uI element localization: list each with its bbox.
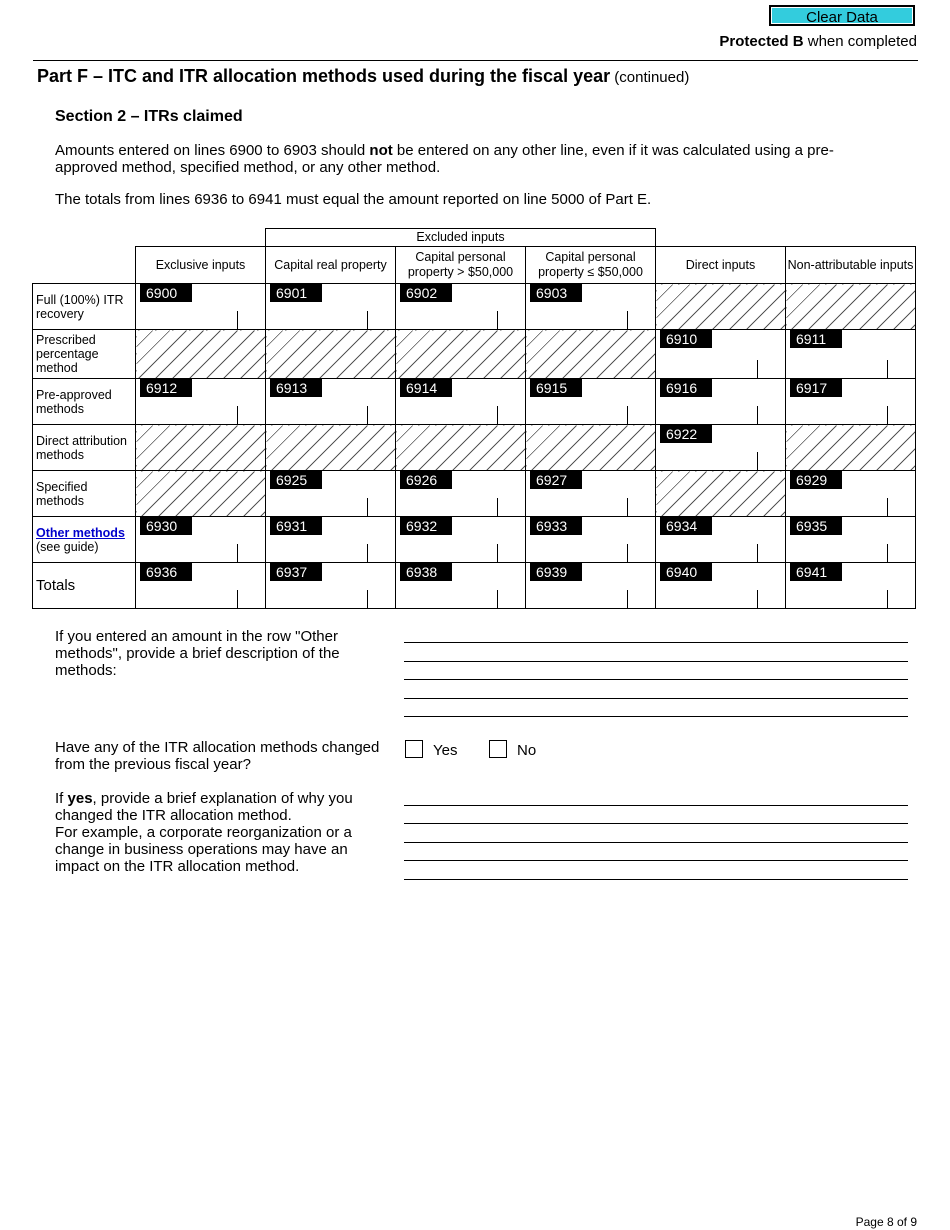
- amount-field-6933[interactable]: [526, 517, 656, 563]
- line-number-badge: 6922: [660, 425, 712, 443]
- amount-field-6914[interactable]: [396, 379, 526, 425]
- column-header: Capital personal property > $50,000: [396, 247, 526, 284]
- hatched-cell: [526, 425, 656, 471]
- cents-divider: [367, 590, 368, 608]
- other-methods-link[interactable]: Other methods: [36, 525, 125, 540]
- hatched-cell: [786, 284, 916, 330]
- hatched-cell: [396, 425, 526, 471]
- cents-divider: [367, 406, 368, 424]
- top-rule: [33, 60, 918, 61]
- amount-field-6929[interactable]: [786, 471, 916, 517]
- desc-line-5[interactable]: [404, 716, 908, 717]
- cents-divider: [757, 452, 758, 470]
- cents-divider: [757, 544, 758, 562]
- amount-field-6931[interactable]: [266, 517, 396, 563]
- amount-field-6930[interactable]: [136, 517, 266, 563]
- hatched-cell: [656, 471, 786, 517]
- amount-field-6915[interactable]: [526, 379, 656, 425]
- hatched-cell: [136, 425, 266, 471]
- line-number-badge: 6903: [530, 284, 582, 302]
- instruction-totals: The totals from lines 6936 to 6941 must equal the amount reported on line 5000 of Part E.: [55, 191, 652, 208]
- desc-line-2[interactable]: [404, 661, 908, 662]
- line-number-badge: 6912: [140, 379, 192, 397]
- cents-divider: [887, 544, 888, 562]
- amount-field-6938[interactable]: [396, 563, 526, 609]
- row-label: Totals: [33, 563, 136, 609]
- cents-divider: [887, 406, 888, 424]
- line-number-badge: 6910: [660, 330, 712, 348]
- hatched-cell: [266, 425, 396, 471]
- section-title: Section 2 – ITRs claimed: [55, 108, 243, 125]
- amount-field-6939[interactable]: [526, 563, 656, 609]
- amount-field-6936[interactable]: [136, 563, 266, 609]
- column-header: Direct inputs: [656, 247, 786, 284]
- cents-divider: [627, 544, 628, 562]
- desc-line-4[interactable]: [404, 698, 908, 699]
- row-label: Pre-approved methods: [33, 379, 136, 425]
- cents-divider: [497, 498, 498, 516]
- hatched-cell: [136, 471, 266, 517]
- changed-question: Have any of the ITR allocation methods changed from the previous fiscal year?: [55, 739, 380, 773]
- table-row: [33, 330, 916, 379]
- line-number-badge: 6938: [400, 563, 452, 581]
- hatched-cell: [136, 330, 266, 379]
- cents-divider: [367, 544, 368, 562]
- table-row: [33, 425, 916, 471]
- table-row: [33, 379, 916, 425]
- amount-field-6926[interactable]: [396, 471, 526, 517]
- row-label: Specified methods: [33, 471, 136, 517]
- line-number-badge: 6937: [270, 563, 322, 581]
- line-number-badge: 6930: [140, 517, 192, 535]
- part-title: Part F – ITC and ITR allocation methods used during the fiscal year (continued): [37, 66, 690, 86]
- cents-divider: [627, 590, 628, 608]
- no-label: No: [517, 742, 537, 759]
- cents-divider: [367, 498, 368, 516]
- amount-field-6916[interactable]: [656, 379, 786, 425]
- clear-data-button[interactable]: Clear Data: [769, 5, 915, 26]
- amount-field-6934[interactable]: [656, 517, 786, 563]
- line-number-badge: 6929: [790, 471, 842, 489]
- cents-divider: [887, 360, 888, 378]
- line-number-badge: 6940: [660, 563, 712, 581]
- amount-field-6941[interactable]: [786, 563, 916, 609]
- explain-line-5[interactable]: [404, 879, 908, 880]
- amount-field-6911[interactable]: [786, 330, 916, 379]
- line-number-badge: 6934: [660, 517, 712, 535]
- amount-field-6900[interactable]: [136, 284, 266, 330]
- hatched-cell: [786, 425, 916, 471]
- explain-line-3[interactable]: [404, 842, 908, 843]
- amount-field-6917[interactable]: [786, 379, 916, 425]
- line-number-badge: 6932: [400, 517, 452, 535]
- cents-divider: [757, 360, 758, 378]
- table-row: [33, 517, 916, 563]
- cents-divider: [237, 590, 238, 608]
- amount-field-6912[interactable]: [136, 379, 266, 425]
- line-number-badge: 6927: [530, 471, 582, 489]
- cents-divider: [237, 544, 238, 562]
- cents-divider: [367, 311, 368, 329]
- cents-divider: [757, 590, 758, 608]
- line-number-badge: 6941: [790, 563, 842, 581]
- cents-divider: [497, 590, 498, 608]
- row-label: [33, 517, 136, 563]
- hatched-cell: [396, 330, 526, 379]
- desc-line-1[interactable]: [404, 642, 908, 643]
- line-number-badge: 6914: [400, 379, 452, 397]
- hatched-cell: [266, 330, 396, 379]
- line-number-badge: 6915: [530, 379, 582, 397]
- no-checkbox[interactable]: [489, 740, 507, 758]
- row-label: Direct attribution methods: [33, 425, 136, 471]
- protected-b-label: Protected B when completed: [719, 33, 917, 50]
- cents-divider: [497, 311, 498, 329]
- line-number-badge: 6916: [660, 379, 712, 397]
- line-number-badge: 6925: [270, 471, 322, 489]
- row-label: Full (100%) ITR recovery: [33, 284, 136, 330]
- line-number-badge: 6939: [530, 563, 582, 581]
- line-number-badge: 6917: [790, 379, 842, 397]
- line-number-badge: 6935: [790, 517, 842, 535]
- line-number-badge: 6911: [790, 330, 842, 348]
- hatched-cell: [656, 284, 786, 330]
- amount-field-6902[interactable]: [396, 284, 526, 330]
- yes-label: Yes: [433, 742, 458, 759]
- hatched-cell: [526, 330, 656, 379]
- table-row: [33, 471, 916, 517]
- line-number-badge: 6913: [270, 379, 322, 397]
- column-header: Capital real property: [266, 247, 396, 284]
- itr-table: [32, 228, 916, 609]
- row-label-sub: (see guide): [36, 539, 99, 554]
- amount-field-6940[interactable]: [656, 563, 786, 609]
- row-label: Prescribed percentage method: [33, 330, 136, 379]
- cents-divider: [627, 498, 628, 516]
- explain-line-1[interactable]: [404, 805, 908, 806]
- line-number-badge: 6926: [400, 471, 452, 489]
- page-number: Page 8 of 9: [855, 1215, 917, 1229]
- desc-line-3[interactable]: [404, 679, 908, 680]
- cents-divider: [887, 590, 888, 608]
- cents-divider: [627, 406, 628, 424]
- column-header: Exclusive inputs: [136, 247, 266, 284]
- line-number-badge: 6901: [270, 284, 322, 302]
- instruction-lines: Amounts entered on lines 6900 to 6903 should not be entered on any other line, even if it was calculated using a pre-approved method, specified method, or any other method.: [55, 142, 834, 176]
- amount-field-6925[interactable]: [266, 471, 396, 517]
- yes-checkbox[interactable]: [405, 740, 423, 758]
- line-number-badge: 6902: [400, 284, 452, 302]
- corner-cell: [33, 247, 136, 284]
- line-number-badge: 6900: [140, 284, 192, 302]
- amount-field-6901[interactable]: [266, 284, 396, 330]
- amount-field-6927[interactable]: [526, 471, 656, 517]
- excluded-inputs-header: Excluded inputs: [266, 229, 656, 247]
- amount-field-6922[interactable]: [656, 425, 786, 471]
- explain-line-2[interactable]: [404, 823, 908, 824]
- line-number-badge: 6931: [270, 517, 322, 535]
- amount-field-6932[interactable]: [396, 517, 526, 563]
- line-number-badge: 6936: [140, 563, 192, 581]
- table-row: [33, 563, 916, 609]
- table-row: [33, 284, 916, 330]
- line-number-badge: 6933: [530, 517, 582, 535]
- column-header: Capital personal property ≤ $50,000: [526, 247, 656, 284]
- explain-line-4[interactable]: [404, 860, 908, 861]
- cents-divider: [757, 406, 758, 424]
- cents-divider: [497, 406, 498, 424]
- cents-divider: [887, 498, 888, 516]
- cents-divider: [627, 311, 628, 329]
- amount-field-6935[interactable]: [786, 517, 916, 563]
- column-header: Non-attributable inputs: [786, 247, 916, 284]
- cents-divider: [237, 406, 238, 424]
- amount-field-6937[interactable]: [266, 563, 396, 609]
- amount-field-6903[interactable]: [526, 284, 656, 330]
- amount-field-6913[interactable]: [266, 379, 396, 425]
- cents-divider: [497, 544, 498, 562]
- cents-divider: [237, 311, 238, 329]
- explain-label: If yes, provide a brief explanation of why you changed the ITR allocation method. For example, a corporate reorganization or a change in business operations may have an impact on the ITR allocation method.: [55, 790, 353, 875]
- amount-field-6910[interactable]: [656, 330, 786, 379]
- other-methods-desc-label: If you entered an amount in the row "Other methods", provide a brief description of the methods:: [55, 628, 340, 679]
